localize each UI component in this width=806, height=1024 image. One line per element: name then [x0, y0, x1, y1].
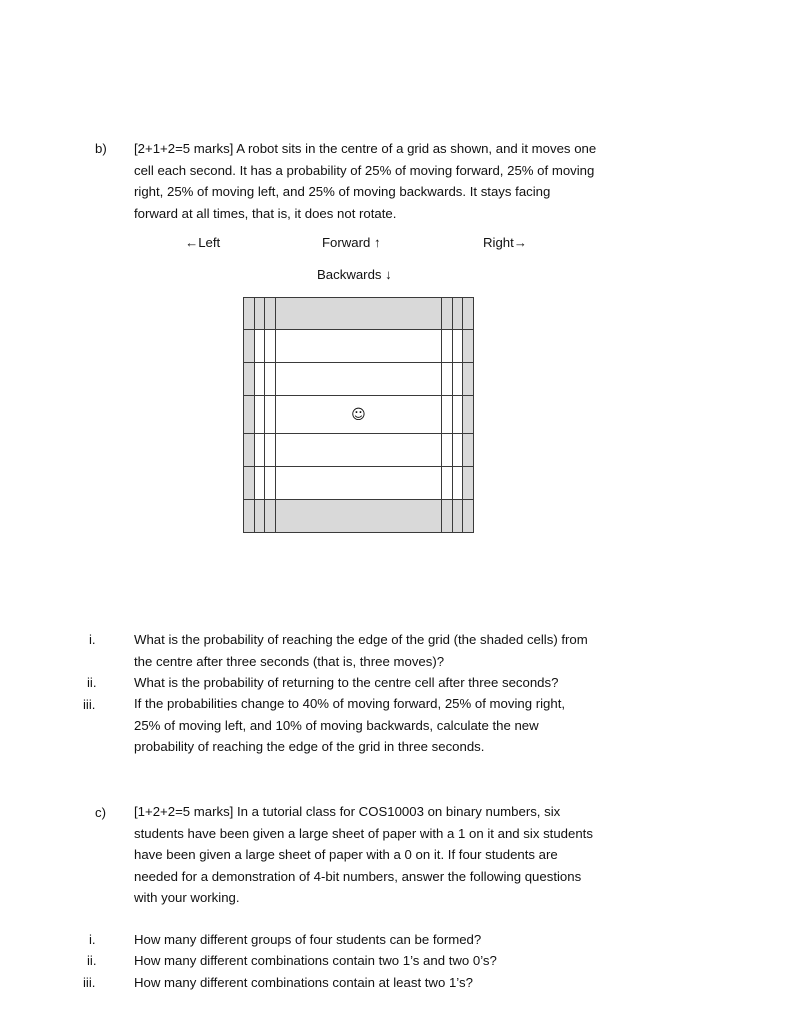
- grid-cell-edge: [463, 500, 474, 533]
- grid-cell: [442, 330, 453, 363]
- part-b-label: b): [95, 141, 107, 156]
- question-line: What is the probability of returning to the centre cell after three seconds?: [134, 675, 559, 690]
- part-b-line: right, 25% of moving left, and 25% of moving backwards. It stays facing: [134, 184, 551, 199]
- part-c-label: c): [95, 805, 106, 820]
- grid-cell: [254, 434, 265, 467]
- grid-cell: [254, 396, 265, 434]
- grid-cell: [265, 363, 276, 396]
- question-line: What is the probability of reaching the edge of the grid (the shaded cells) from: [134, 632, 588, 647]
- grid-cell: [452, 434, 463, 467]
- question-b-iii-number: iii.: [83, 697, 96, 712]
- grid-cell-edge: [275, 298, 441, 330]
- part-b-intro: [134, 138, 596, 224]
- direction-forward: Forward ↑: [322, 235, 381, 250]
- question-line: the centre after three seconds (that is, three moves)?: [134, 653, 445, 669]
- grid-cell-edge: [244, 467, 255, 500]
- grid-cell: [254, 363, 265, 396]
- grid-cell-edge: [463, 298, 474, 330]
- question-line: probability of reaching the edge of the grid in three seconds.: [134, 739, 485, 754]
- question-b-i: [134, 629, 588, 672]
- grid-cell: [265, 434, 276, 467]
- robot-grid: [243, 297, 474, 533]
- question-b-ii-number: ii.: [87, 675, 97, 690]
- direction-backwards: Backwards ↓: [317, 267, 392, 282]
- question-b-i-number: i.: [89, 632, 96, 647]
- grid-cell-edge: [265, 298, 276, 330]
- part-c-line: with your working.: [134, 890, 240, 905]
- grid-cell-edge: [244, 298, 255, 330]
- grid-cell: [254, 330, 265, 363]
- grid-cell: [442, 363, 453, 396]
- grid-cell-edge: [452, 500, 463, 533]
- grid-cell-edge: [463, 330, 474, 363]
- grid-cell-edge: [244, 330, 255, 363]
- grid-cell-edge: [244, 500, 255, 533]
- grid-cell: [452, 330, 463, 363]
- grid-cell-edge: [254, 298, 265, 330]
- part-c-line: students have been given a large sheet of paper with a 1 on it and six students: [134, 825, 593, 841]
- grid-cell-edge: [463, 396, 474, 434]
- question-line: If the probabilities change to 40% of moving forward, 25% of moving right,: [134, 696, 566, 711]
- question-line: 25% of moving left, and 10% of moving backwards, calculate the new: [134, 717, 539, 733]
- grid-cell-edge: [265, 500, 276, 533]
- grid-cell: [452, 396, 463, 434]
- part-c-line: have been given a large sheet of paper with a 0 on it. If four students are: [134, 847, 558, 862]
- grid-cell-centre: [275, 396, 441, 434]
- grid-cell-edge: [442, 500, 453, 533]
- grid-cell: [275, 330, 441, 363]
- grid-cell: [452, 363, 463, 396]
- grid-cell-edge: [254, 500, 265, 533]
- grid-cell-edge: [452, 298, 463, 330]
- grid-cell-edge: [463, 434, 474, 467]
- part-c-line: needed for a demonstration of 4-bit numbers, answer the following questions: [134, 868, 582, 884]
- grid-cell-edge: [244, 434, 255, 467]
- grid-cell-edge: [463, 363, 474, 396]
- grid-cell: [275, 434, 441, 467]
- part-b-line: forward at all times, that is, it does not rotate.: [134, 205, 397, 221]
- grid-cell-edge: [463, 467, 474, 500]
- question-b-iii: [134, 693, 565, 758]
- grid-cell-edge: [275, 500, 441, 533]
- grid-cell: [275, 363, 441, 396]
- grid-cell: [442, 434, 453, 467]
- question-c-iii-number: iii.: [83, 975, 96, 990]
- grid-cell: [275, 467, 441, 500]
- part-c-intro: [134, 801, 593, 909]
- question-c-ii-number: ii.: [87, 953, 97, 968]
- direction-left: ←Left: [185, 235, 221, 250]
- question-b-ii: [134, 672, 558, 694]
- part-b-line: cell each second. It has a probability of 25% of moving forward, 25% of moving: [134, 162, 595, 178]
- question-c-i-number: i.: [89, 932, 96, 947]
- part-c-line: [1+2+2=5 marks] In a tutorial class for COS10003 on binary numbers, six: [134, 804, 561, 819]
- grid-cell-edge: [244, 396, 255, 434]
- grid-cell: [265, 396, 276, 434]
- question-c-i: How many different groups of four students can be formed?: [134, 932, 482, 947]
- direction-right: Right→: [483, 235, 527, 250]
- grid-cell: [442, 396, 453, 434]
- grid-cell: [254, 467, 265, 500]
- question-c-ii: How many different combinations contain two 1’s and two 0’s?: [134, 953, 497, 968]
- grid-cell: [265, 330, 276, 363]
- grid-cell: [442, 467, 453, 500]
- grid-cell: [265, 467, 276, 500]
- smiley-robot-icon: ☺: [351, 407, 366, 423]
- question-c-iii: How many different combinations contain at least two 1’s?: [134, 975, 473, 990]
- grid-cell: [452, 467, 463, 500]
- grid-cell-edge: [442, 298, 453, 330]
- part-b-line: [2+1+2=5 marks] A robot sits in the centre of a grid as shown, and it moves one: [134, 141, 597, 156]
- grid-cell-edge: [244, 363, 255, 396]
